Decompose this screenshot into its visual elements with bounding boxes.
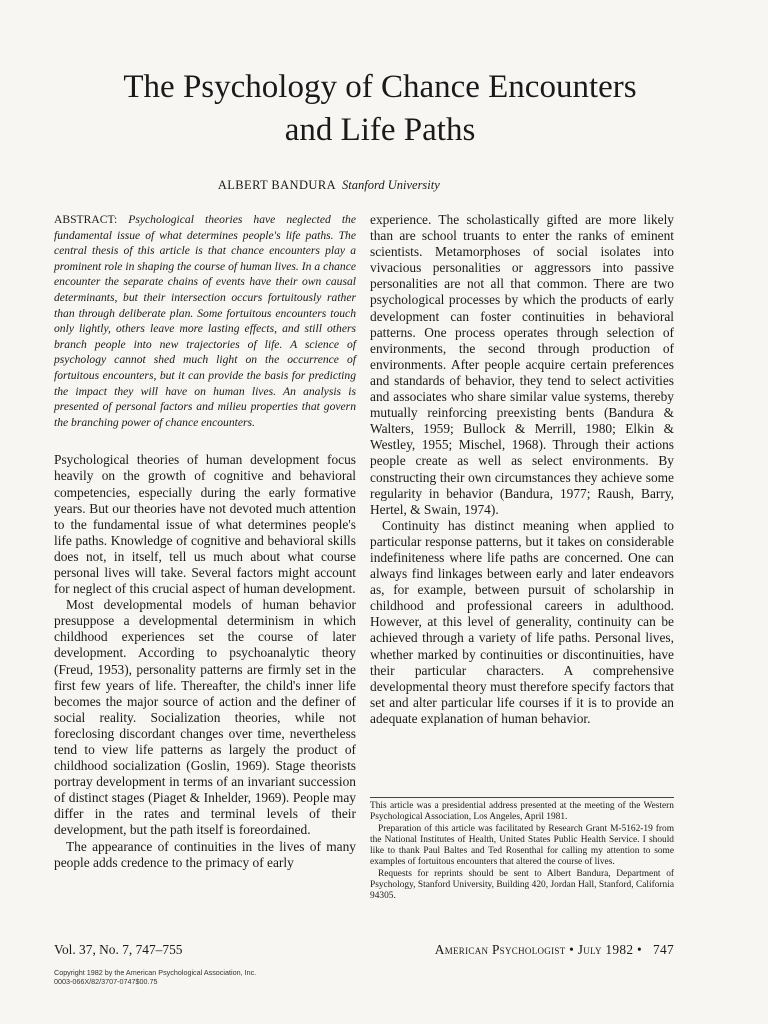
left-column bbox=[54, 212, 356, 871]
abstract-text: Psychological theories have neglected the fundamental issue of what determines people's life paths. The central thesis of this article is that chance encounters play a prominent role in shaping the course of human lives. In a chance encounter the separate chains of events have their own causal determinants, but their intersection occurs fortuitously rather than through deliberate plan. Some fortuitous encounters touch only lightly, others leave more lasting effects, and still others branch people into new trajectories of life. A science of psychology cannot shed much light on the occurrence of fortuitous encounters, but it can provide the basis for predicting the impact they will have on human lives. An analysis is presented of personal factors and milieu properties that govern the branching power of chance encounters. bbox=[54, 213, 356, 429]
paragraph: experience. The scholastically gifted are more likely than are school truants to enter the ranks of eminent scientists. Metamorphoses of social isolates into vivacious personalities or aggressors into passive personalities are not all that common. There are two psychological processes by which the products of early development can foster continuities in behavioral patterns. One process operates through selection of environments, the second through production of environments. After people acquire certain preferences and standards of behavior, they tend to select activities and associates who share similar value systems, thereby mutually reinforcing preexisting bents (Bandura & Walters, 1959; Bullock & Merrill, 1980; Elkin & Westley, 1955; Mischel, 1968). Through their actions people create as well as select environments. By constructing their own circumstances they achieve some regularity in behavior (Bandura, 1977; Raush, Barry, Hertel, & Swain, 1974). bbox=[370, 212, 674, 517]
footnotes bbox=[370, 797, 674, 903]
journal-footer bbox=[435, 942, 674, 958]
abstract-label: ABSTRACT: bbox=[54, 213, 118, 226]
volume-info: Vol. 37, No. 7, 747–755 bbox=[54, 942, 183, 957]
footnote: This article was a presidential address presented at the meeting of the Western Psychological Association, Los Angeles, April 1981. bbox=[370, 801, 674, 823]
right-column bbox=[370, 212, 674, 727]
paragraph: The appearance of continuities in the lives of many people adds credence to the primacy of early bbox=[54, 838, 356, 870]
copyright-notice bbox=[54, 969, 256, 986]
title-line-1: The Psychology of Chance Encounters bbox=[123, 69, 637, 105]
title-line-2: and Life Paths bbox=[284, 112, 476, 148]
page-number: 747 bbox=[653, 942, 674, 957]
left-body-text bbox=[54, 452, 356, 870]
paragraph: Continuity has distinct meaning when applied to particular response patterns, but it takes on considerable indefiniteness where life paths are concerned. One can always find linkages between early and later endeavors as, for example, between pursuit of scholarship in childhood and professional careers in adulthood. However, at this level of generality, continuity can be achieved through a variety of life paths. Personal lives, whether marked by continuities or discontinuities, have their particular characters. A comprehensive developmental theory must therefore specify factors that set and alter particular life courses if it is to provide an adequate explanation of human behavior. bbox=[370, 517, 674, 726]
footnote: Preparation of this article was facilitated by Research Grant M-5162-19 from the National Institutes of Health, United States Public Health Service. I should like to thank Paul Baltes and Ted Rosenthal for calling my attention to some examples of fortuitous encounters that altered the course of lives. bbox=[370, 823, 674, 868]
journal-name-date: American Psychologist • July 1982 • bbox=[434, 942, 643, 957]
author-affiliation: Stanford University bbox=[342, 178, 440, 192]
paragraph: Psychological theories of human development focus heavily on the growth of cognitive and behavioral competencies, especially during the early formative years. But our theories have not devoted much attention to the fundamental issue of what determines people's life paths. Knowledge of cognitive and behavioral skills does not, in itself, tell us much about what course personal lives will take. Several factors might account for neglect of this crucial aspect of human development. bbox=[54, 452, 356, 597]
author-name: ALBERT BANDURA bbox=[217, 178, 336, 192]
right-body-text bbox=[370, 212, 674, 727]
paragraph: Most developmental models of human behavior presuppose a developmental determinism in which childhood experiences set the course of later development. According to psychoanalytic theory (Freud, 1953), personality patterns are firmly set in the first few years of life. Thereafter, the child's inner life becomes the major source of action and the definer of social reality. Socialization theories, while not foreclosing discordant changes over time, nevertheless tend to view life patterns as largely the product of childhood socialization (Goslin, 1969). Stage theorists portray development in terms of an invariant succession of distinct stages (Piaget & Inhelder, 1969). People may differ in the rates and terminal levels of their development, but the path itself is foreordained. bbox=[54, 597, 356, 838]
issn-line: 0003-066X/82/3707-0747$00.75 bbox=[54, 976, 158, 986]
copyright-line: Copyright 1982 by the American Psychological Association, Inc. bbox=[54, 968, 257, 977]
abstract bbox=[54, 212, 356, 430]
article-title bbox=[40, 66, 720, 152]
footnote: Requests for reprints should be sent to Albert Bandura, Department of Psychology, Stanford University, Building 420, Jordan Hall, Stanford, California 94305. bbox=[370, 868, 674, 902]
